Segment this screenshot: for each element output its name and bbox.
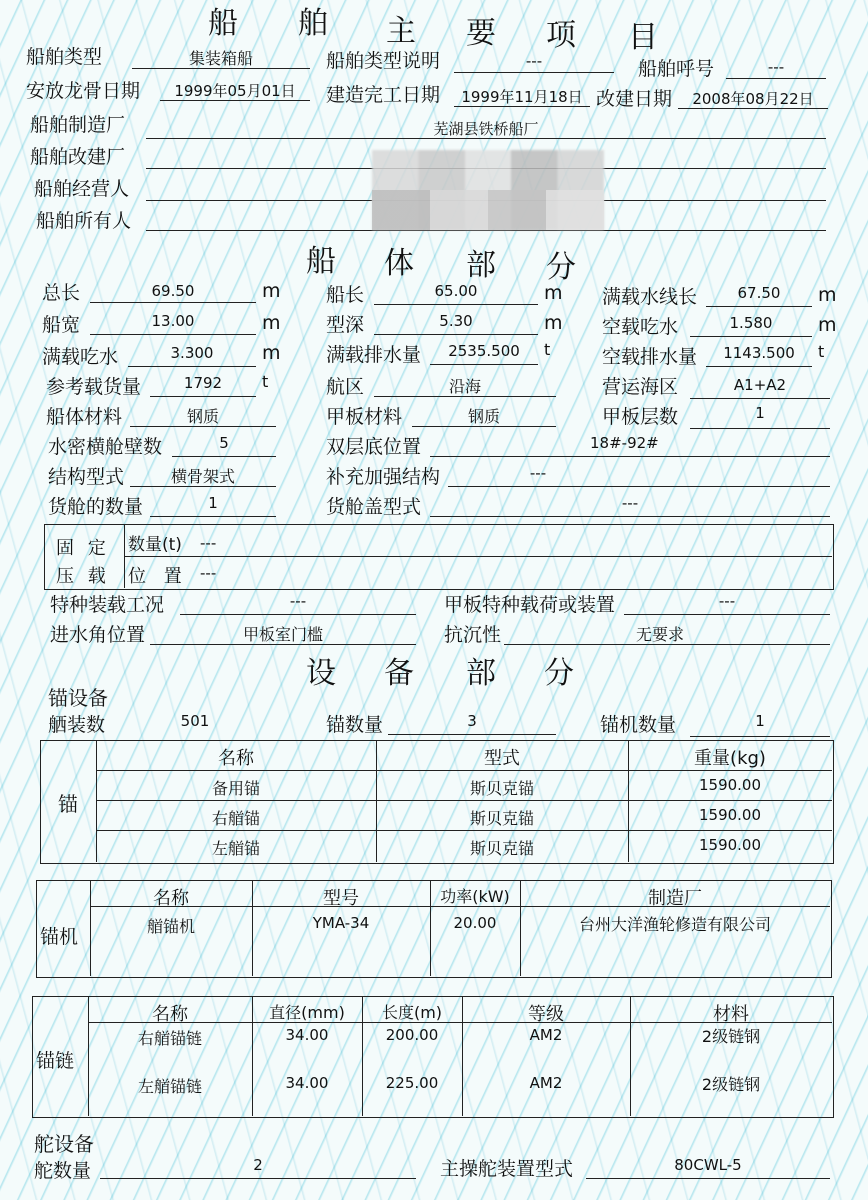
steering-label: 主操舵装置型式 (440, 1158, 574, 1180)
chain-row-2-length: 225.00 (385, 1074, 439, 1092)
decks-label: 甲板层数 (602, 406, 679, 428)
beam-value: 13.00 (151, 312, 195, 330)
anchor-header-type: 型式 (484, 748, 520, 769)
anchor-row-3-weight: 1590.00 (698, 836, 762, 854)
anchor-row-2-type: 斯贝克锚 (469, 809, 534, 828)
deck-mat-value: 钢质 (467, 407, 500, 426)
anchor-row-3-type: 斯贝克锚 (469, 839, 534, 858)
deck-special-value: --- (718, 592, 736, 610)
windlass-count-label: 锚机数量 (600, 714, 677, 736)
hatch-value: --- (621, 494, 639, 512)
anchor-count-value: 3 (467, 712, 477, 730)
full-disp-value: 2535.500 (448, 342, 520, 360)
equip-title-1: 设 (306, 656, 336, 691)
holds-label: 货舱的数量 (48, 496, 144, 518)
loa-value: 69.50 (151, 282, 195, 300)
special-load-label: 特种装载工况 (50, 594, 165, 616)
cargo-label: 参考载货量 (46, 376, 142, 398)
depth-value: 5.30 (439, 312, 473, 330)
rebuilt-label: 改建日期 (596, 88, 673, 110)
hull-mat-label: 船体材料 (46, 406, 123, 428)
equip-no-value: 501 (180, 712, 210, 730)
chain-row-2-name: 左艏锚链 (137, 1077, 202, 1096)
light-draft-unit: m (818, 314, 837, 336)
light-draft-label: 空载吃水 (602, 316, 679, 338)
chain-row-1-length: 200.00 (385, 1026, 439, 1044)
call-sign-label: 船舶呼号 (638, 58, 715, 80)
strength-label: 补充加强结构 (326, 466, 441, 488)
hull-title-2: 体 (384, 246, 414, 281)
anchor-row-2-name: 右艏锚 (211, 809, 260, 828)
equip-no-label: 舾装数 (48, 714, 106, 736)
built-date: 1999年11月18日 (461, 88, 583, 106)
chain-row-1-diameter: 34.00 (285, 1026, 329, 1044)
full-disp-unit: t (544, 340, 551, 359)
holds-value: 1 (208, 494, 218, 512)
anchor-header-weight: 重量(kg) (694, 748, 766, 769)
lwl-unit: m (818, 284, 837, 306)
chain-row-1-name: 右艏锚链 (137, 1029, 202, 1048)
title-char-1: 船 (208, 6, 238, 41)
hull-title-1: 船 (306, 244, 336, 279)
full-draft-value: 3.300 (170, 344, 214, 362)
op-area-value: A1+A2 (733, 376, 787, 394)
built-label: 建造完工日期 (326, 84, 441, 106)
bulkheads-label: 水密横舱壁数 (48, 436, 163, 458)
keel-date: 1999年05月01日 (174, 82, 296, 100)
anchor-count-label: 锚数量 (326, 714, 384, 736)
loa-label: 总长 (42, 282, 81, 304)
chain-header-material: 材料 (713, 1004, 749, 1025)
bulkheads-value: 5 (219, 434, 229, 452)
chain-header-name: 名称 (152, 1004, 188, 1025)
framing-label: 结构型式 (48, 466, 125, 488)
deck-special-label: 甲板特种载荷或装置 (444, 594, 616, 616)
ballast-label-2: 压 载 (56, 566, 110, 587)
windlass-row-name: 艏锚机 (146, 917, 195, 936)
chain-header-grade: 等级 (528, 1004, 564, 1025)
windlass-side-label: 锚机 (40, 926, 79, 948)
type-desc-value: --- (525, 52, 543, 70)
cargo-value: 1792 (183, 374, 223, 392)
full-draft-unit: m (262, 342, 281, 364)
owner-label: 船舶所有人 (36, 210, 132, 232)
anchor-row-2-weight: 1590.00 (698, 806, 762, 824)
ballast-qty-value: --- (200, 534, 217, 552)
chain-row-2-diameter: 34.00 (285, 1074, 329, 1092)
light-disp-label: 空载排水量 (602, 346, 698, 368)
chain-header-diameter: 直径(mm) (269, 1003, 345, 1022)
flood-value: 甲板室门槛 (242, 625, 323, 644)
type-desc-label: 船舶类型说明 (326, 50, 441, 72)
anchor-row-1-name: 备用锚 (211, 779, 260, 798)
windlass-header-model: 型号 (323, 888, 359, 909)
lbp-unit: m (544, 282, 563, 304)
anchor-row-1-weight: 1590.00 (698, 776, 762, 794)
rudder-count-label: 舵数量 (34, 1160, 92, 1182)
lbp-value: 65.00 (434, 282, 478, 300)
rebuilder-label: 船舶改建厂 (30, 146, 126, 168)
light-disp-value: 1143.500 (723, 344, 795, 362)
title-char-3: 主 (386, 14, 416, 49)
ship-type-label: 船舶类型 (26, 46, 103, 68)
hull-mat-value: 钢质 (186, 407, 219, 426)
decks-value: 1 (755, 404, 765, 422)
unsink-value: 无要求 (636, 625, 685, 644)
call-sign-value: --- (767, 58, 785, 76)
lwl-value: 67.50 (737, 284, 781, 302)
hull-title-3: 部 (466, 248, 496, 283)
loa-unit: m (262, 280, 281, 302)
cargo-unit: t (262, 372, 269, 391)
ballast-label-1: 固 定 (56, 538, 110, 559)
redacted-area-lower (372, 190, 604, 230)
windlass-count-value: 1 (755, 712, 765, 730)
keel-label: 安放龙骨日期 (26, 80, 141, 102)
ballast-pos-value: --- (200, 564, 217, 582)
ship-type-value: 集装箱船 (188, 49, 253, 68)
title-char-2: 舶 (298, 6, 328, 41)
chain-row-2-material: 2级链钢 (701, 1075, 761, 1094)
operator-label: 船舶经营人 (34, 178, 130, 200)
chain-row-2-grade: AM2 (529, 1074, 563, 1092)
full-disp-label: 满载排水量 (326, 344, 422, 366)
rudder-count-value: 2 (253, 1156, 263, 1174)
framing-value: 横骨架式 (170, 467, 235, 486)
full-draft-label: 满载吃水 (42, 346, 119, 368)
ballast-pos-label: 位 置 (128, 566, 188, 587)
nav-area-label: 航区 (326, 376, 365, 398)
op-area-label: 营运海区 (602, 376, 679, 398)
equip-title-2: 备 (384, 656, 414, 691)
title-char-4: 要 (466, 16, 496, 51)
windlass-header-maker: 制造厂 (648, 888, 702, 909)
equip-title-3: 部 (466, 656, 496, 691)
light-disp-unit: t (818, 342, 825, 361)
windlass-header-name: 名称 (153, 888, 189, 909)
unsink-label: 抗沉性 (444, 624, 502, 646)
double-bottom-value: 18#-92# (590, 434, 659, 452)
hatch-label: 货舱盖型式 (326, 496, 422, 518)
anchor-header-name: 名称 (218, 748, 254, 769)
depth-label: 型深 (326, 314, 365, 336)
equip-title-4: 分 (544, 656, 574, 691)
anchor-side-label: 锚 (58, 792, 78, 816)
lwl-label: 满载水线长 (602, 286, 698, 308)
builder-value: 芜湖县铁桥船厂 (433, 120, 539, 138)
title-char-6: 目 (628, 20, 658, 55)
builder-label: 船舶制造厂 (30, 114, 126, 136)
depth-unit: m (544, 312, 563, 334)
hull-title-4: 分 (546, 250, 576, 285)
windlass-header-power: 功率(kW) (440, 887, 510, 906)
double-bottom-label: 双层底位置 (326, 436, 422, 458)
title-char-5: 项 (546, 18, 576, 53)
light-draft-value: 1.580 (729, 314, 773, 332)
anchor-row-3-name: 左艏锚 (211, 839, 260, 858)
nav-area-value: 沿海 (448, 377, 481, 396)
windlass-row-power: 20.00 (453, 914, 497, 932)
chain-header-length: 长度(m) (381, 1003, 443, 1022)
flood-label: 进水角位置 (50, 624, 146, 646)
special-load-value: --- (289, 592, 307, 610)
beam-unit: m (262, 312, 281, 334)
rudder-section-title: 舵设备 (34, 1132, 94, 1156)
rebuilt-date: 2008年08月22日 (692, 90, 814, 108)
strength-value: --- (529, 464, 547, 482)
ballast-qty-label: 数量(t) (128, 535, 182, 555)
lbp-label: 船长 (326, 284, 365, 306)
windlass-row-maker: 台州大洋渔轮修造有限公司 (578, 915, 771, 934)
windlass-row-model: YMA-34 (312, 914, 370, 932)
anchor-section-title: 锚设备 (48, 686, 108, 710)
beam-label: 船宽 (42, 314, 81, 336)
steering-value: 80CWL-5 (674, 1156, 742, 1174)
chain-side-label: 锚链 (36, 1050, 75, 1072)
anchor-row-1-type: 斯贝克锚 (469, 779, 534, 798)
chain-row-1-material: 2级链钢 (701, 1027, 761, 1046)
chain-row-1-grade: AM2 (529, 1026, 563, 1044)
deck-mat-label: 甲板材料 (326, 406, 403, 428)
